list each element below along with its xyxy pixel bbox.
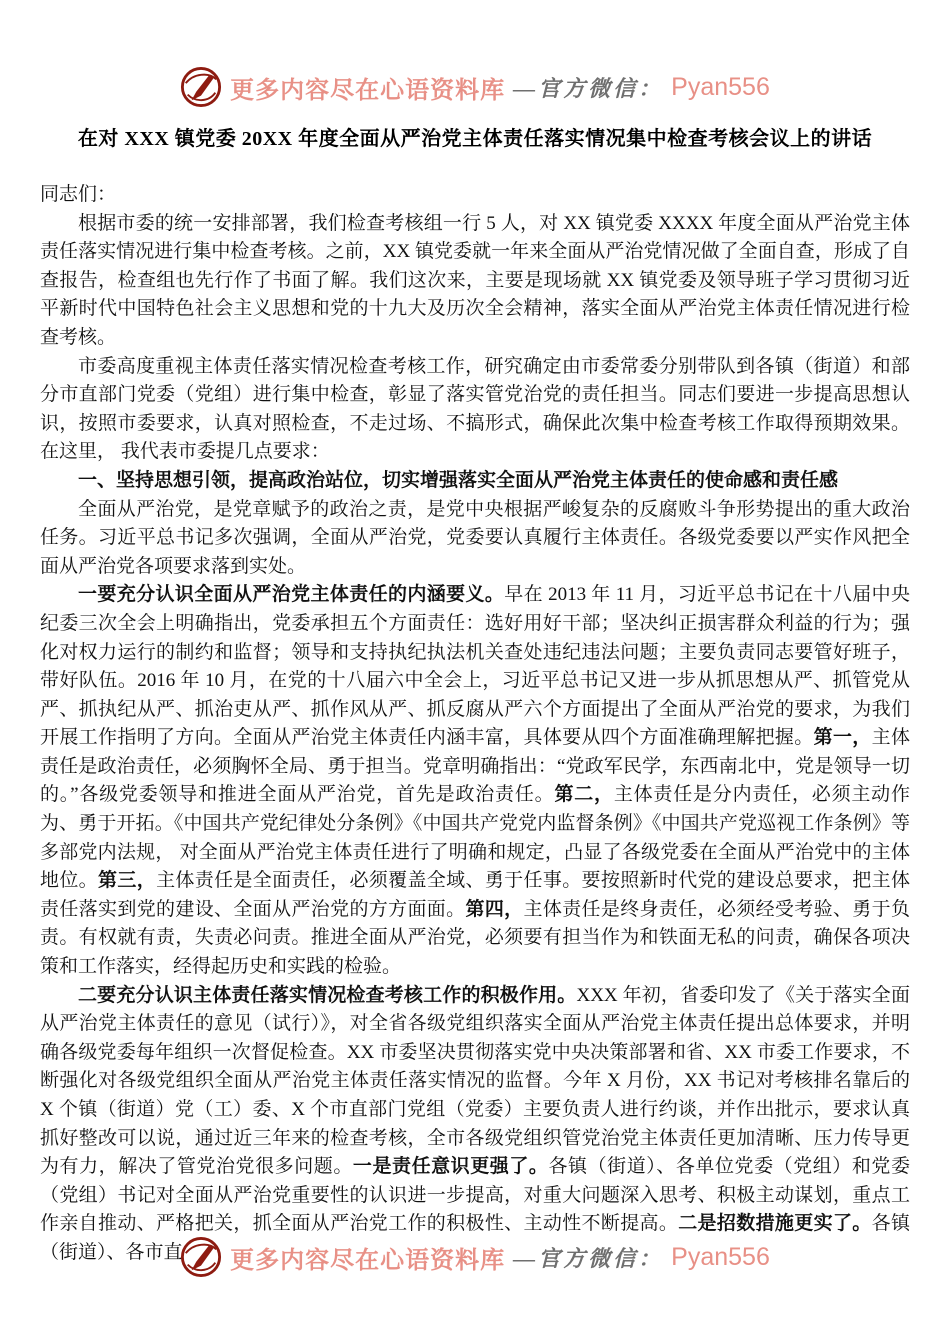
banner-wechat-id: Pyan556 bbox=[671, 1242, 770, 1271]
salutation-paragraph bbox=[40, 181, 910, 210]
banner-site-text: 更多内容尽在心语资料库 bbox=[230, 1247, 506, 1274]
text-run: 各镇（街道）、各市直 bbox=[40, 1213, 910, 1263]
document-title: 在对 XXX 镇党委 20XX 年度全面从严治党主体责任落实情况集中检查考核会议上的讲话 bbox=[77, 128, 873, 150]
intro-paragraph bbox=[40, 210, 910, 353]
text-run: 主体责任是终身责任，必须经受考验、勇于负责。有权就有责，失责必问责。推进全面从严治党，必须要有担当作为和铁面无私的问责，确保各项决策和工作落实，经得起历史和实践的检验。 bbox=[40, 898, 910, 978]
text-run: 主体责任是分内责任，必须主动作为、勇于开拓。《中国共产党纪律处分条例》《中国共产党党内监督条例》《中国共产党巡视工作条例》等多部党内法规， 对全面从严治党主体责任进行了明确和规定，凸显了各级党委在全面从严治党中的主体地位。 bbox=[40, 784, 910, 892]
text-run: 同志们： bbox=[40, 184, 117, 205]
bold-text-run: 第二， bbox=[554, 784, 614, 806]
bold-text-run: 第一， bbox=[813, 727, 872, 749]
text-run: 全面从严治党，是党章赋予的政治之责，是党中央根据严峻复杂的反腐败斗争形势提出的重大政治任务。习近平总书记多次强调，全面从严治党，党委要认真履行主体责任。各级党委要以严实作风把全面从严治党各项要求落到实处。 bbox=[40, 498, 910, 577]
text-run: 主体责任是政治责任，必须胸怀全局、勇于担当。党章明确指出：“党政军民学，东西南北中，党是领导一切的。”各级党委领导和推进全面从严治党，首先是政治责任。 bbox=[40, 727, 910, 806]
bold-text-run: 一要充分认识全面从严治党主体责任的内涵要义。 bbox=[78, 584, 505, 606]
point-two-paragraph bbox=[40, 982, 910, 1268]
text-run: 各镇（街道）、各单位党委（党组）和党委（党组）书记对全面从严治党重要性的认识进一步提高，对重大问题深入思考、积极主动谋划，重点工作亲自推动、严格把关，抓全面从严治党工作的积极性、主动性不断提高。 bbox=[40, 1156, 910, 1235]
text-run: XXX 年初，省委印发了《关于落实全面从严治党主体责任的意见（试行）》，对全省各级党组织落实全面从严治党主体责任提出总体要求，并明确各级党委每年组织一次督促检查。XX 市委坚决贯彻落实党中央决策部署和省、XX 市委工作要求，不断强化对各级党组织全面从严治党主体责任落实情况的监督。今年 X 月份，XX 书记对考核排名靠后的 X 个镇（街道）党（工）委、X 个市直部门党组（党委）主要负责人进行约谈，并作出批示，要求认真抓好整改可以说，通过近三年来的检查考核，全市各级党组织管党治党主体责任更加清晰、压力传导更为有力，解决了管党治党很多问题。 bbox=[40, 984, 910, 1178]
bold-text-run: 一是责任意识更强了。 bbox=[352, 1156, 549, 1178]
text-run: 根据市委的统一安排部署，我们检查考核组一行 5 人，对 XX 镇党委 XXXX 年度全面从严治党主体责任落实情况进行集中检查考核。之前，XX 镇党委就一年来全面从严治党情况做了全面自查，形成了自查报告，检查组也先行作了书面了解。我们这次来，主要是现场就 XX 镇党委及领导班子学习贯彻习近平新时代中国特色社会主义思想和党的十九大及历次全会精神，落实全面从严治党主体责任情况进行检查考核。 bbox=[40, 212, 910, 348]
banner-wechat-label: —官方微信： bbox=[513, 75, 664, 101]
bold-text-run: 第四， bbox=[465, 898, 524, 920]
bold-text-run: 第三， bbox=[98, 870, 157, 892]
bold-text-run: 一、坚持思想引领，提高政治站位，切实增强落实全面从严治党主体责任的使命感和责任感 bbox=[78, 469, 839, 491]
footer-banner bbox=[0, 1236, 950, 1278]
header-banner bbox=[0, 0, 950, 108]
pen-nib-circle-icon bbox=[180, 66, 222, 108]
banner-site-text: 更多内容尽在心语资料库 bbox=[230, 77, 506, 104]
pen-nib-circle-icon bbox=[180, 1236, 222, 1278]
section-one-heading bbox=[40, 467, 910, 496]
text-run: 早在 2013 年 11 月，习近平总书记在十八届中央纪委三次全会上明确指出，党委承担五个方面责任：选好用好干部；坚决纠正损害群众利益的行为；强化对权力运行的制约和监督；领导和支持执纪执法机关查处违纪违法问题；主要负责同志要管好班子，带好队伍。2016 年 10 月，在党的十八届六中全会上，习近平总书记又进一步从抓思想从严、抓管党从严、抓执纪从严、抓治吏从严、抓作风从严、抓反腐从严六个方面提出了全面从严治党的要求，为我们开展工作指明了方向。全面从严治党主体责任内涵丰富，具体要从四个方面准确理解把握。 bbox=[40, 584, 910, 749]
banner-wechat-label: —官方微信： bbox=[513, 1245, 664, 1271]
banner-wechat-id: Pyan556 bbox=[671, 72, 770, 101]
point-one-paragraph bbox=[40, 581, 910, 981]
bold-text-run: 二是招数措施更实了。 bbox=[678, 1213, 872, 1235]
text-run: 主体责任是全面责任，必须覆盖全域、勇于任事。要按照新时代党的建设总要求，把主体责任落实到党的建设、全面从严治党的方方面面。 bbox=[40, 870, 910, 920]
document-body bbox=[40, 181, 910, 1268]
section-one-intro-paragraph bbox=[40, 496, 910, 582]
bold-text-run: 二要充分认识主体责任落实情况检查考核工作的积极作用。 bbox=[78, 984, 577, 1006]
context-paragraph bbox=[40, 353, 910, 467]
text-run: 市委高度重视主体责任落实情况检查考核工作，研究确定由市委常委分别带队到各镇（街道）和部分市直部门党委（党组）进行集中检查，彰显了落实管党治党的责任担当。同志们要进一步提高思想认识，按照市委要求，认真对照检查，不走过场、不搞形式，确保此次集中检查考核工作取得预期效果。在这里， 我代表市委提几点要求： bbox=[40, 355, 910, 463]
